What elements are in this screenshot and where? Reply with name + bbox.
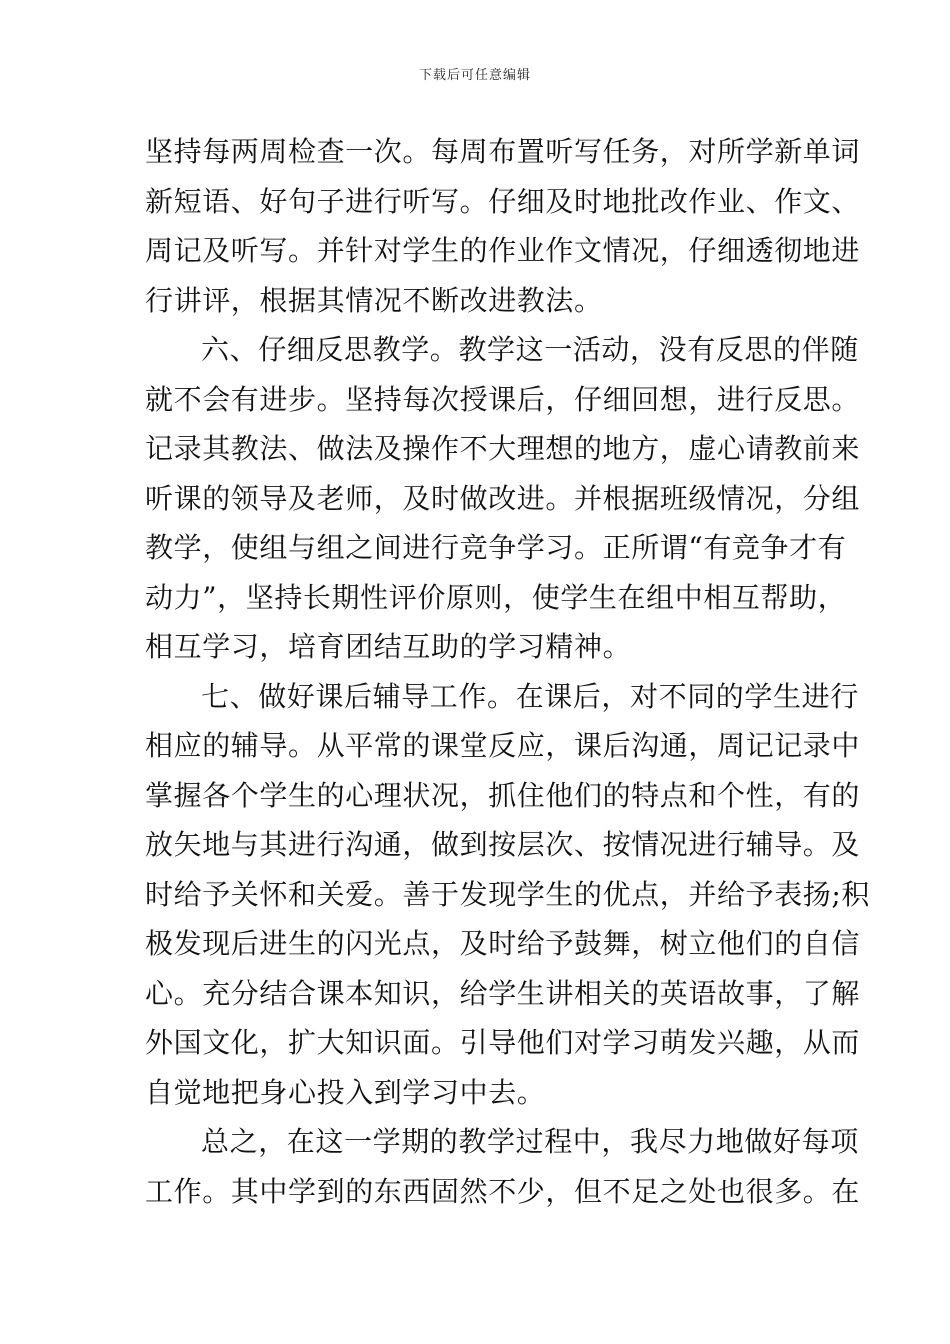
text-line: 极发现后进生的闪光点，及时给予鼓舞，树立他们的自信 xyxy=(145,927,861,960)
page-header-note: 下载后可任意编辑 xyxy=(418,68,531,83)
text-line: 时给予关怀和关爱。善于发现学生的优点，并给予表扬;积 xyxy=(145,877,871,911)
text-line: 工作。其中学到的东西固然不少，但不足之处也很多。在 xyxy=(145,1174,861,1208)
text-line: 听课的领导及老师，及时做改进。并根据班级情况，分组 xyxy=(145,481,861,515)
document-body xyxy=(145,127,871,1216)
paragraph-start-line: 六、仔细反思教学。教学这一活动，没有反思的伴随 xyxy=(201,333,859,366)
text-line: 周记及听写。并针对学生的作业作文情况，仔细透彻地进 xyxy=(145,234,861,267)
paragraph-start-line: 七、做好课后辅导工作。在课后，对不同的学生进行 xyxy=(201,679,859,713)
text-line: 相应的辅导。从平常的课堂反应，课后沟通，周记记录中 xyxy=(145,729,861,762)
text-line: 坚持每两周检查一次。每周布置听写任务，对所学新单词 xyxy=(145,135,861,168)
text-line: 掌握各个学生的心理状况，抓住他们的特点和个性，有的 xyxy=(145,778,861,812)
text-line: 就不会有进步。坚持每次授课后，仔细回想，进行反思。 xyxy=(145,382,861,416)
text-line: 记录其教法、做法及操作不大理想的地方，虚心请教前来 xyxy=(145,432,861,465)
text-line: 放矢地与其进行沟通，做到按层次、按情况进行辅导。及 xyxy=(145,828,861,861)
text-line: 教学，使组与组之间进行竞争学习。正所谓“有竞争才有 xyxy=(145,531,847,564)
text-line: 相互学习，培育团结互助的学习精神。 xyxy=(145,630,632,663)
paragraph-start-line: 总之，在这一学期的教学过程中，我尽力地做好每项 xyxy=(201,1125,859,1158)
text-line: 心。充分结合课本知识，给学生讲相关的英语故事，了解 xyxy=(145,976,861,1010)
text-line: 行讲评，根据其情况不断改进教法。 xyxy=(145,283,603,317)
text-line: 新短语、好句子进行听写。仔细及时地批改作业、作文、 xyxy=(145,184,861,218)
text-line: 动力”，坚持长期性评价原则，使学生在组中相互帮助， xyxy=(145,580,847,614)
text-line: 外国文化，扩大知识面。引导他们对学习萌发兴趣，从而 xyxy=(145,1026,861,1059)
text-line: 自觉地把身心投入到学习中去。 xyxy=(145,1075,546,1109)
